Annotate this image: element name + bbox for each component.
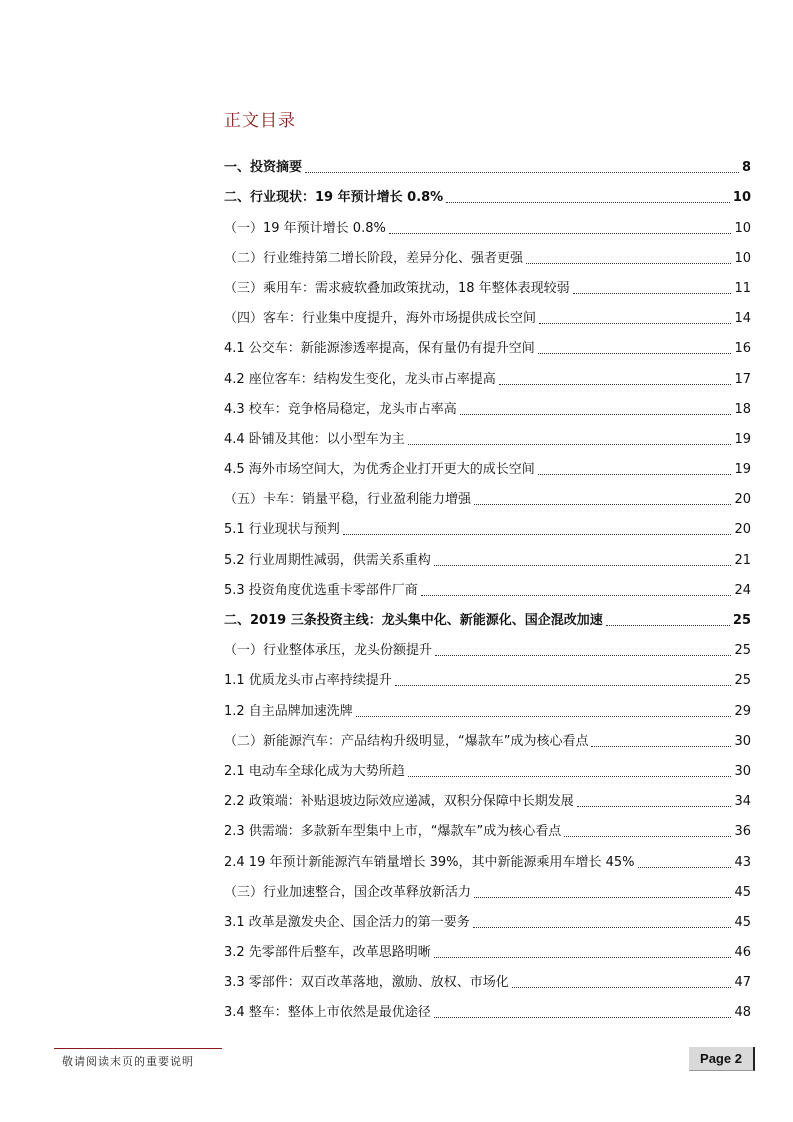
toc-entry-label: 5.3 投资角度优选重卡零部件厂商 — [224, 583, 421, 599]
toc-entry[interactable] — [224, 297, 751, 327]
dot-leader — [435, 655, 731, 656]
toc-entry-page: 30 — [734, 763, 751, 779]
dot-leader — [408, 444, 732, 445]
toc-entry[interactable] — [224, 901, 751, 931]
toc-entry-label: 3.4 整车：整体上市依然是最优途径 — [224, 1005, 434, 1021]
toc-entry-page: 10 — [734, 220, 751, 236]
toc-entry[interactable] — [224, 176, 751, 206]
dot-leader — [564, 836, 731, 837]
toc-entry-page: 36 — [734, 824, 751, 840]
toc-entry-label: （五）卡车：销量平稳，行业盈利能力增强 — [224, 492, 474, 508]
dot-leader — [474, 897, 731, 898]
toc-entry-label: 2.2 政策端：补贴退坡边际效应递减，双积分保障中长期发展 — [224, 794, 577, 810]
toc-entry[interactable] — [224, 931, 751, 961]
toc-entry-label: 2.3 供需端：多款新车型集中上市，“爆款车”成为核心看点 — [224, 824, 564, 840]
toc-entry-page: 17 — [734, 371, 751, 387]
dot-leader — [305, 172, 739, 173]
toc-entry-label: 4.5 海外市场空间大，为优秀企业打开更大的成长空间 — [224, 462, 538, 478]
toc-entry[interactable] — [224, 720, 751, 750]
toc-entry-page: 45 — [734, 914, 751, 930]
toc-entry-page: 25 — [734, 673, 751, 689]
dot-leader — [638, 867, 732, 868]
toc-entry-label: 1.2 自主品牌加速洗牌 — [224, 704, 356, 720]
dot-leader — [606, 625, 730, 626]
toc-entry-page: 25 — [732, 613, 751, 628]
toc-entry-page: 46 — [734, 945, 751, 961]
toc-entry-page: 14 — [734, 311, 751, 327]
toc-entry[interactable] — [224, 780, 751, 810]
toc-entry[interactable] — [224, 418, 751, 448]
toc-entry[interactable] — [224, 689, 751, 719]
dot-leader — [539, 323, 731, 324]
dot-leader — [538, 353, 732, 354]
toc-entry[interactable] — [224, 357, 751, 387]
toc-entry-page: 47 — [734, 975, 751, 991]
toc-entry-label: 5.1 行业现状与预判 — [224, 522, 343, 538]
toc-entry-label: 1.1 优质龙头市占率持续提升 — [224, 673, 395, 689]
dot-leader — [526, 263, 731, 264]
toc-entry-label: 2.1 电动车全球化成为大势所趋 — [224, 764, 408, 780]
toc-entry-label: （四）客车：行业集中度提升，海外市场提供成长空间 — [224, 311, 539, 327]
toc-entry-page: 48 — [734, 1005, 751, 1021]
toc-title: 正文目录 — [224, 111, 296, 131]
toc-entry[interactable] — [224, 991, 751, 1021]
toc-entry-page: 10 — [732, 190, 751, 206]
dot-leader — [434, 957, 732, 958]
toc-entry-label: 二、2019 三条投资主线：龙头集中化、新能源化、国企混改加速 — [224, 613, 606, 629]
footer-divider — [54, 1048, 222, 1049]
toc-entry[interactable] — [224, 538, 751, 568]
toc-entry-label: 3.3 零部件：双百改革落地，激励、放权、市场化 — [224, 975, 512, 991]
dot-leader — [577, 806, 732, 807]
footer-note: 敬请阅读末页的重要说明 — [62, 1055, 194, 1068]
toc-entry-page: 19 — [734, 431, 751, 447]
toc-entry-page: 21 — [734, 552, 751, 568]
toc-entry-page: 20 — [734, 492, 751, 508]
toc-entry-page: 24 — [734, 582, 751, 598]
dot-leader — [421, 595, 732, 596]
dot-leader — [408, 776, 732, 777]
toc-entry-page: 34 — [734, 794, 751, 810]
toc-entry[interactable] — [224, 237, 751, 267]
dot-leader — [356, 716, 732, 717]
toc-entry-label: 3.2 先零部件后整车，改革思路明晰 — [224, 945, 434, 961]
toc-entry-page: 11 — [734, 280, 751, 296]
toc-entry-label: 4.3 校车：竞争格局稳定，龙头市占率高 — [224, 402, 460, 418]
dot-leader — [591, 746, 731, 747]
toc-entry[interactable] — [224, 448, 751, 478]
dot-leader — [460, 414, 732, 415]
toc-entry-label: 3.1 改革是激发央企、国企活力的第一要务 — [224, 915, 473, 931]
toc-entry[interactable] — [224, 840, 751, 870]
dot-leader — [474, 504, 731, 505]
page-number-badge: Page 2 — [689, 1047, 755, 1071]
toc-entry[interactable] — [224, 599, 751, 629]
toc-entry[interactable] — [224, 750, 751, 780]
toc-entry-label: （一）行业整体承压，龙头份额提升 — [224, 643, 435, 659]
toc-entry-page: 30 — [734, 733, 751, 749]
toc-entry-label: （二）新能源汽车：产品结构升级明显，“爆款车”成为核心看点 — [224, 734, 591, 750]
toc-entry[interactable] — [224, 206, 751, 236]
dot-leader — [434, 1017, 732, 1018]
toc-entry-label: 4.1 公交车：新能源渗透率提高，保有量仍有提升空间 — [224, 341, 538, 357]
toc-entry[interactable] — [224, 327, 751, 357]
dot-leader — [573, 293, 732, 294]
dot-leader — [434, 565, 732, 566]
toc-entry-page: 29 — [734, 703, 751, 719]
toc-list — [224, 146, 751, 1021]
toc-entry-page: 10 — [734, 250, 751, 266]
dot-leader — [395, 685, 732, 686]
toc-entry[interactable] — [224, 871, 751, 901]
toc-entry[interactable] — [224, 267, 751, 297]
dot-leader — [389, 233, 732, 234]
toc-entry-page: 18 — [734, 401, 751, 417]
dot-leader — [499, 384, 732, 385]
toc-entry[interactable] — [224, 478, 751, 508]
toc-entry-label: （二）行业维持第二增长阶段，差异分化、强者更强 — [224, 251, 526, 267]
dot-leader — [446, 202, 730, 203]
dot-leader — [538, 474, 732, 475]
toc-entry-page: 8 — [741, 160, 751, 176]
toc-entry-page: 20 — [734, 522, 751, 538]
toc-entry-page: 19 — [734, 462, 751, 478]
toc-entry-page: 45 — [734, 884, 751, 900]
dot-leader — [343, 534, 732, 535]
toc-entry[interactable] — [224, 659, 751, 689]
toc-entry-label: （三）乘用车：需求疲软叠加政策扰动，18 年整体表现较弱 — [224, 281, 573, 297]
toc-entry-label: 4.2 座位客车：结构发生变化，龙头市占率提高 — [224, 372, 499, 388]
toc-entry[interactable] — [224, 508, 751, 538]
toc-entry[interactable] — [224, 810, 751, 840]
toc-entry-label: 5.2 行业周期性减弱，供需关系重构 — [224, 553, 434, 569]
toc-entry[interactable] — [224, 146, 751, 176]
toc-entry-label: 二、行业现状：19 年预计增长 0.8% — [224, 190, 446, 206]
toc-entry[interactable] — [224, 569, 751, 599]
toc-entry-label: （一）19 年预计增长 0.8% — [224, 221, 389, 237]
dot-leader — [512, 987, 732, 988]
toc-entry-label: 一、投资摘要 — [224, 160, 305, 176]
toc-entry-page: 43 — [734, 854, 751, 870]
toc-entry[interactable] — [224, 388, 751, 418]
toc-entry-page: 25 — [734, 643, 751, 659]
toc-entry[interactable] — [224, 961, 751, 991]
toc-entry-label: 2.4 19 年预计新能源汽车销量增长 39%，其中新能源乘用车增长 45% — [224, 855, 638, 871]
toc-entry-label: 4.4 卧铺及其他：以小型车为主 — [224, 432, 408, 448]
toc-entry-label: （三）行业加速整合，国企改革释放新活力 — [224, 885, 474, 901]
toc-entry[interactable] — [224, 629, 751, 659]
toc-entry-page: 16 — [734, 341, 751, 357]
dot-leader — [473, 927, 732, 928]
